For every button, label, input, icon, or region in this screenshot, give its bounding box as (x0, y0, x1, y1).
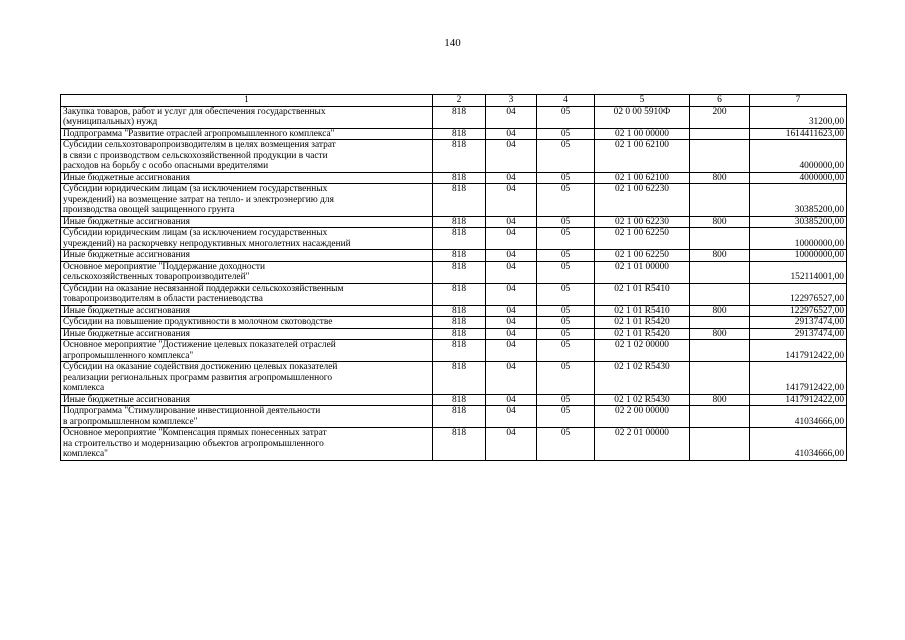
target-article-cell: 02 2 01 00000 (595, 428, 690, 461)
subsection-code-cell: 05 (537, 261, 595, 283)
item-name-line: производства овощей защищенного грунта (63, 205, 235, 215)
expense-type-cell: 800 (690, 328, 750, 340)
item-name-cell (61, 317, 433, 329)
item-name-line: комплекса" (63, 449, 108, 459)
section-code-cell: 04 (486, 128, 537, 140)
item-name-line: Субсидии юридическим лицам (за исключением государственных (63, 228, 328, 238)
ministry-code-cell: 818 (433, 305, 486, 317)
table-row (61, 140, 847, 173)
item-name-cell (61, 172, 433, 184)
table-row (61, 250, 847, 262)
item-name-cell (61, 362, 433, 395)
item-name-line: Основное мероприятие "Достижение целевых показателей отраслей (63, 340, 336, 350)
amount-cell: 10000000,00 (750, 250, 847, 262)
header-cell: 4 (537, 95, 595, 107)
expense-type-cell (690, 261, 750, 283)
table-row (61, 328, 847, 340)
item-name-cell (61, 305, 433, 317)
header-cell: 1 (61, 95, 433, 107)
header-cell: 2 (433, 95, 486, 107)
amount-cell: 30385200,00 (750, 216, 847, 228)
item-name-cell (61, 406, 433, 428)
page-number: 140 (444, 37, 461, 49)
section-code-cell: 04 (486, 228, 537, 250)
target-article-cell: 02 1 00 62230 (595, 216, 690, 228)
target-article-cell: 02 1 00 62100 (595, 172, 690, 184)
expense-type-cell: 800 (690, 250, 750, 262)
ministry-code-cell: 818 (433, 128, 486, 140)
section-code-cell: 04 (486, 261, 537, 283)
item-name-cell (61, 128, 433, 140)
target-article-cell: 02 2 00 00000 (595, 406, 690, 428)
table-row (61, 406, 847, 428)
ministry-code-cell: 818 (433, 406, 486, 428)
table-row (61, 283, 847, 305)
item-name-cell (61, 184, 433, 217)
subsection-code-cell: 05 (537, 406, 595, 428)
table-row (61, 428, 847, 461)
amount-cell: 41034666,00 (750, 406, 847, 428)
target-article-cell: 02 1 02 00000 (595, 340, 690, 362)
budget-table (60, 94, 847, 461)
target-article-cell: 02 1 01 R5420 (595, 328, 690, 340)
section-code-cell: 04 (486, 328, 537, 340)
target-article-cell: 02 1 01 R5410 (595, 283, 690, 305)
item-name-line: сельскохозяйственных товаропроизводителей" (63, 272, 250, 282)
item-name-line: реализации региональных программ развития агропромышленного (63, 372, 333, 383)
item-name-line: Иные бюджетные ассигнования (63, 305, 190, 316)
section-code-cell: 04 (486, 394, 537, 406)
ministry-code-cell: 818 (433, 317, 486, 329)
table-row (61, 216, 847, 228)
item-name-line: Субсидии сельхозтоваропроизводителям в целях возмещения затрат (63, 140, 336, 150)
target-article-cell: 02 1 02 R5430 (595, 394, 690, 406)
section-code-cell: 04 (486, 216, 537, 228)
item-name-line: Иные бюджетные ассигнования (63, 394, 190, 405)
amount-cell: 122976527,00 (750, 283, 847, 305)
table-row (61, 172, 847, 184)
section-code-cell: 04 (486, 172, 537, 184)
ministry-code-cell: 818 (433, 394, 486, 406)
expense-type-cell: 800 (690, 216, 750, 228)
table-row (61, 261, 847, 283)
amount-cell: 1614411623,00 (750, 128, 847, 140)
subsection-code-cell: 05 (537, 106, 595, 128)
amount-cell: 1417912422,00 (750, 340, 847, 362)
expense-type-cell: 800 (690, 172, 750, 184)
item-name-line: Иные бюджетные ассигнования (63, 216, 190, 227)
item-name-cell (61, 283, 433, 305)
target-article-cell: 02 1 02 R5430 (595, 362, 690, 395)
subsection-code-cell: 05 (537, 362, 595, 395)
item-name-cell (61, 394, 433, 406)
amount-cell: 29137474,00 (750, 317, 847, 329)
item-name-line: Субсидии на оказание несвязанной поддержки сельскохозяйственным (63, 283, 344, 294)
subsection-code-cell: 05 (537, 228, 595, 250)
target-article-cell: 02 1 00 62100 (595, 140, 690, 173)
table-row (61, 305, 847, 317)
table-row (61, 362, 847, 395)
header-cell: 5 (595, 95, 690, 107)
item-name-line: товаропроизводителям в области растениеводства (63, 294, 263, 304)
subsection-code-cell: 05 (537, 394, 595, 406)
item-name-line: в агропромышленном комплексе" (63, 416, 198, 427)
target-article-cell: 02 1 00 00000 (595, 128, 690, 140)
item-name-line: расходов на борьбу с особо опасными вредителями (63, 161, 269, 171)
item-name-line: Основное мероприятие "Компенсация прямых понесенных затрат (63, 428, 327, 438)
table-body (61, 95, 847, 461)
item-name-line: Субсидии юридическим лицам (за исключением государственных (63, 184, 328, 194)
amount-cell: 10000000,00 (750, 228, 847, 250)
item-name-cell (61, 261, 433, 283)
section-code-cell: 04 (486, 184, 537, 217)
amount-cell: 30385200,00 (750, 184, 847, 217)
subsection-code-cell: 05 (537, 184, 595, 217)
section-code-cell: 04 (486, 106, 537, 128)
item-name-line: учреждений) на раскорчевку непродуктивных многолетних насаждений (63, 238, 351, 249)
item-name-cell (61, 216, 433, 228)
ministry-code-cell: 818 (433, 250, 486, 262)
item-name-line: в связи с производством сельскохозяйственной продукции в части (63, 150, 328, 161)
section-code-cell: 04 (486, 283, 537, 305)
expense-type-cell (690, 128, 750, 140)
section-code-cell: 04 (486, 428, 537, 461)
table-row (61, 394, 847, 406)
subsection-code-cell: 05 (537, 250, 595, 262)
expense-type-cell (690, 428, 750, 461)
table-row (61, 184, 847, 217)
expense-type-cell (690, 340, 750, 362)
ministry-code-cell: 818 (433, 184, 486, 217)
ministry-code-cell: 818 (433, 362, 486, 395)
section-code-cell: 04 (486, 340, 537, 362)
ministry-code-cell: 818 (433, 340, 486, 362)
expense-type-cell: 200 (690, 106, 750, 128)
subsection-code-cell: 05 (537, 428, 595, 461)
subsection-code-cell: 05 (537, 328, 595, 340)
item-name-cell (61, 340, 433, 362)
item-name-cell (61, 250, 433, 262)
expense-type-cell: 800 (690, 394, 750, 406)
amount-cell: 1417912422,00 (750, 362, 847, 395)
expense-type-cell (690, 140, 750, 173)
section-code-cell: 04 (486, 250, 537, 262)
ministry-code-cell: 818 (433, 328, 486, 340)
expense-type-cell (690, 362, 750, 395)
item-name-cell (61, 428, 433, 461)
expense-type-cell (690, 317, 750, 329)
item-name-cell (61, 228, 433, 250)
item-name-line: Подпрограмма "Развитие отраслей агропромышленного комплекса" (63, 128, 335, 139)
item-name-line: Основное мероприятие "Поддержание доходности (63, 261, 266, 272)
ministry-code-cell: 818 (433, 261, 486, 283)
section-code-cell: 04 (486, 406, 537, 428)
ministry-code-cell: 818 (433, 172, 486, 184)
amount-cell: 31200,00 (750, 106, 847, 128)
item-name-cell (61, 140, 433, 173)
subsection-code-cell: 05 (537, 172, 595, 184)
item-name-line: на строительство и модернизацию объектов агропромышленного (63, 438, 324, 449)
header-row (61, 95, 847, 107)
section-code-cell: 04 (486, 362, 537, 395)
subsection-code-cell: 05 (537, 140, 595, 173)
item-name-cell (61, 328, 433, 340)
item-name-line: Иные бюджетные ассигнования (63, 250, 190, 260)
item-name-line: учреждений) на возмещение затрат на тепло- и электроэнергию для (63, 194, 334, 205)
table-row (61, 128, 847, 140)
amount-cell: 122976527,00 (750, 305, 847, 317)
header-cell: 7 (750, 95, 847, 107)
expense-type-cell (690, 184, 750, 217)
ministry-code-cell: 818 (433, 428, 486, 461)
amount-cell: 29137474,00 (750, 328, 847, 340)
expense-type-cell (690, 228, 750, 250)
header-cell: 6 (690, 95, 750, 107)
target-article-cell: 02 1 00 62250 (595, 228, 690, 250)
item-name-line: Подпрограмма "Стимулирование инвестиционной деятельности (63, 406, 321, 416)
section-code-cell: 04 (486, 140, 537, 173)
subsection-code-cell: 05 (537, 317, 595, 329)
item-name-cell (61, 106, 433, 128)
ministry-code-cell: 818 (433, 106, 486, 128)
ministry-code-cell: 818 (433, 283, 486, 305)
section-code-cell: 04 (486, 305, 537, 317)
item-name-line: (муниципальных) нужд (63, 117, 158, 127)
table-row (61, 106, 847, 128)
subsection-code-cell: 05 (537, 340, 595, 362)
target-article-cell: 02 1 00 62250 (595, 250, 690, 262)
expense-type-cell: 800 (690, 305, 750, 317)
header-cell: 3 (486, 95, 537, 107)
section-code-cell: 04 (486, 317, 537, 329)
item-name-line: Закупка товаров, работ и услуг для обеспечения государственных (63, 106, 326, 117)
table-row (61, 340, 847, 362)
amount-cell: 1417912422,00 (750, 394, 847, 406)
target-article-cell: 02 1 01 00000 (595, 261, 690, 283)
target-article-cell: 02 1 01 R5420 (595, 317, 690, 329)
item-name-line: комплекса (63, 383, 105, 393)
target-article-cell: 02 1 00 62230 (595, 184, 690, 217)
ministry-code-cell: 818 (433, 216, 486, 228)
amount-cell: 41034666,00 (750, 428, 847, 461)
item-name-line: Иные бюджетные ассигнования (63, 172, 190, 183)
ministry-code-cell: 818 (433, 140, 486, 173)
target-article-cell: 02 0 00 5910Ф (595, 106, 690, 128)
target-article-cell: 02 1 01 R5410 (595, 305, 690, 317)
item-name-line: Субсидии на оказание содействия достижению целевых показателей (63, 362, 338, 372)
ministry-code-cell: 818 (433, 228, 486, 250)
subsection-code-cell: 05 (537, 128, 595, 140)
amount-cell: 152114001,00 (750, 261, 847, 283)
item-name-line: агропромышленного комплекса" (63, 350, 194, 361)
item-name-line: Субсидии на повышение продуктивности в молочном скотоводстве (63, 317, 333, 327)
expense-type-cell (690, 406, 750, 428)
amount-cell: 4000000,00 (750, 172, 847, 184)
subsection-code-cell: 05 (537, 216, 595, 228)
expense-type-cell (690, 283, 750, 305)
subsection-code-cell: 05 (537, 305, 595, 317)
table-row (61, 317, 847, 329)
subsection-code-cell: 05 (537, 283, 595, 305)
item-name-line: Иные бюджетные ассигнования (63, 328, 190, 339)
amount-cell: 4000000,00 (750, 140, 847, 173)
table-row (61, 228, 847, 250)
